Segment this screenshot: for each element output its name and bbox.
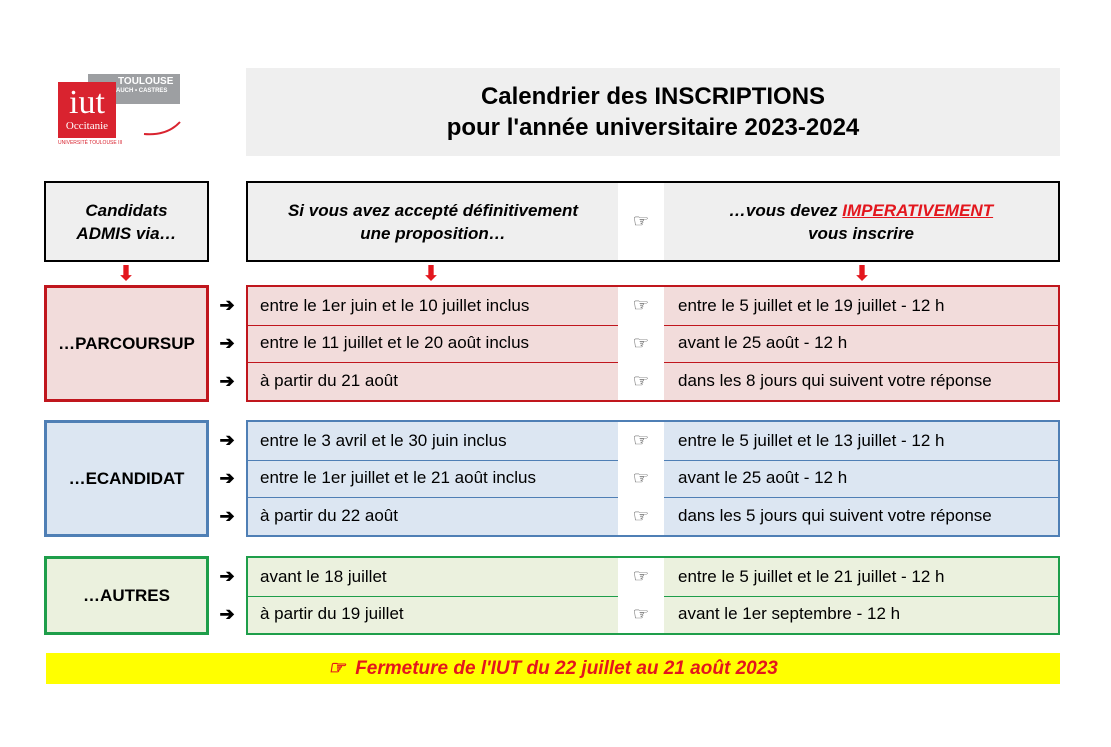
group-schedule-box <box>246 556 1060 635</box>
iut-logo <box>58 74 183 146</box>
registration-deadline: entre le 5 juillet et le 19 juillet - 12 h <box>678 295 945 315</box>
pointing-hand-icon: ☞ <box>632 603 650 624</box>
registration-deadline: avant le 25 août - 12 h <box>678 468 848 488</box>
header-acceptance-line1: Si vous avez accepté définitivement <box>287 200 579 220</box>
acceptance-period: à partir du 22 août <box>260 506 398 526</box>
right-arrow-icon: ➔ <box>219 295 235 316</box>
header-candidates <box>44 181 209 262</box>
down-arrow-icon: ⬇ <box>422 263 440 285</box>
registration-deadline: entre le 5 juillet et le 21 juillet - 12 h <box>678 566 945 586</box>
group-label-text: …ECANDIDAT <box>68 468 185 488</box>
logo-city: TOULOUSE <box>118 76 174 87</box>
header-deadline-line1 <box>729 199 993 222</box>
closure-banner <box>46 653 1060 684</box>
right-arrow-icon: ➔ <box>219 566 235 587</box>
logo-swoosh <box>142 118 182 138</box>
pointing-hand-icon: ☞ <box>632 295 650 316</box>
right-arrow-icon: ➔ <box>219 430 235 451</box>
acceptance-period: entre le 1er juin et le 10 juillet inclus <box>260 295 530 315</box>
pointing-hand-icon: ☞ <box>632 332 650 353</box>
closure-text: Fermeture de l'IUT du 22 juillet au 21 août 2023 <box>355 657 778 679</box>
header-deadline-line2: vous inscrire <box>808 223 914 243</box>
header-candidates-line1: Candidats <box>85 200 168 220</box>
registration-deadline: dans les 8 jours qui suivent votre réponse <box>678 371 992 391</box>
pointing-hand-icon: ☞ <box>632 370 650 391</box>
header-candidates-line2: ADMIS via… <box>76 223 177 243</box>
right-arrow-icon: ➔ <box>219 603 235 624</box>
logo-iut-text: iut <box>69 84 105 121</box>
pointing-hand-icon: ☞ <box>632 566 650 587</box>
acceptance-period: entre le 3 avril et le 30 juin inclus <box>260 430 507 450</box>
right-arrow-icon: ➔ <box>219 332 235 353</box>
page-subtitle: pour l'année universitaire 2023-2024 <box>446 114 860 141</box>
title-banner <box>246 68 1060 156</box>
header-deadline-emphasis: IMPERATIVEMENT <box>842 200 994 220</box>
group-label <box>44 556 209 635</box>
pointing-hand-icon: ☞ <box>328 658 346 679</box>
registration-deadline: entre le 5 juillet et le 13 juillet - 12 h <box>678 430 945 450</box>
right-arrow-icon: ➔ <box>219 370 235 391</box>
header-deadline <box>664 183 1058 260</box>
group-label <box>44 420 209 537</box>
pointing-hand-icon: ☞ <box>632 467 650 488</box>
pointing-hand-icon: ☞ <box>632 430 650 451</box>
down-arrow-icon: ⬇ <box>853 263 871 285</box>
acceptance-period: à partir du 19 juillet <box>260 604 404 624</box>
group-schedule-box <box>246 285 1060 402</box>
down-arrow-icon: ⬇ <box>117 263 135 285</box>
acceptance-period: à partir du 21 août <box>260 371 398 391</box>
logo-sites: AUCH • CASTRES <box>116 88 168 94</box>
right-arrow-icon: ➔ <box>219 467 235 488</box>
header-acceptance-line2: une proposition… <box>360 223 506 243</box>
group-label <box>44 285 209 402</box>
acceptance-period: entre le 11 juillet et le 20 août inclus <box>260 333 530 353</box>
logo-red-block <box>58 82 116 138</box>
header-deadline-prefix: …vous devez <box>728 200 843 220</box>
group-schedule-box <box>246 420 1060 537</box>
logo-region: Occitanie <box>65 120 109 132</box>
group-label-text: …AUTRES <box>83 585 170 605</box>
registration-deadline: avant le 1er septembre - 12 h <box>678 604 901 624</box>
pointing-hand-icon: ☞ <box>618 183 664 260</box>
page-title: Calendrier des INSCRIPTIONS <box>480 83 826 110</box>
logo-university: UNIVERSITÉ TOULOUSE III <box>58 140 123 146</box>
acceptance-period: entre le 1er juillet et le 21 août inclus <box>260 468 536 488</box>
header-acceptance-deadline <box>246 181 1060 262</box>
registration-deadline: avant le 25 août - 12 h <box>678 333 848 353</box>
header-acceptance <box>248 183 618 260</box>
right-arrow-icon: ➔ <box>219 505 235 526</box>
registration-deadline: dans les 5 jours qui suivent votre réponse <box>678 506 992 526</box>
pointing-hand-icon: ☞ <box>632 505 650 526</box>
acceptance-period: avant le 18 juillet <box>260 566 387 586</box>
group-label-text: …PARCOURSUP <box>58 333 195 353</box>
